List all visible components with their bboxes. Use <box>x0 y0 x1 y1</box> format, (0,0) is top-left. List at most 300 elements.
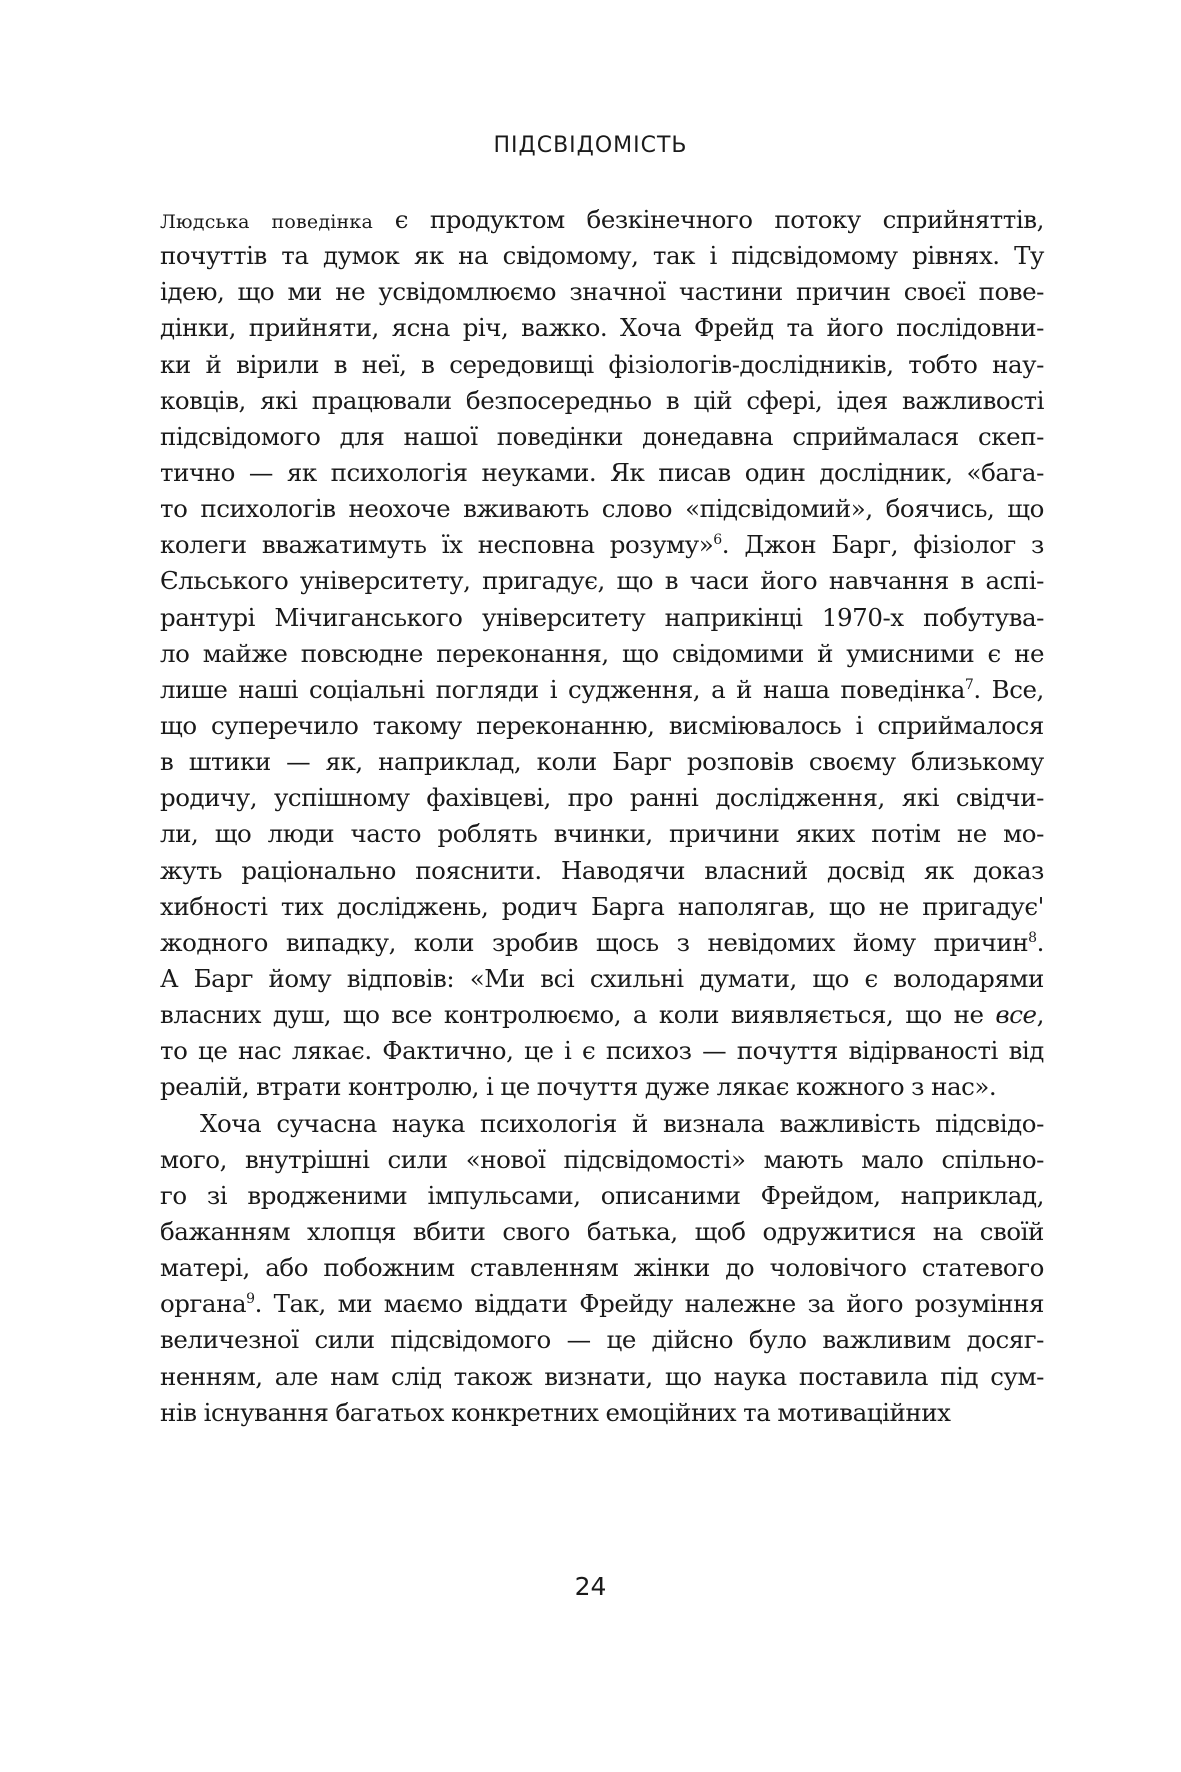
word-text: є <box>582 1036 596 1066</box>
word-text: було <box>748 1325 807 1355</box>
text-line <box>160 310 1044 346</box>
word <box>392 1106 465 1142</box>
word <box>497 419 623 455</box>
word <box>478 527 595 563</box>
word <box>373 708 462 744</box>
word <box>762 1214 915 1250</box>
word <box>544 1359 653 1395</box>
word-text: коли <box>413 927 475 957</box>
word <box>856 708 863 744</box>
word <box>331 455 468 491</box>
word <box>883 202 1044 238</box>
word-text: але <box>274 1361 319 1391</box>
word-text: то <box>160 1036 188 1066</box>
word <box>915 1286 1044 1322</box>
running-head: ПІДСВІДОМІСТЬ <box>493 133 688 158</box>
text-line <box>160 889 1044 925</box>
word <box>645 1069 710 1105</box>
word-text: Барг <box>193 963 253 993</box>
word-text: ідею, <box>160 277 225 307</box>
word-text: одружитися <box>762 1216 916 1246</box>
word <box>312 383 452 419</box>
word-text: переконання, <box>436 638 609 668</box>
word <box>273 997 331 1033</box>
emphasis: все <box>995 1000 1037 1030</box>
word-text: нів <box>160 1397 197 1427</box>
word <box>540 961 574 997</box>
word <box>606 1033 692 1069</box>
word-text: не <box>956 819 987 849</box>
word <box>241 853 396 889</box>
word-text: тих <box>280 891 324 921</box>
word-text: підсвідомого <box>160 421 321 451</box>
word-text: досліджень, <box>336 891 489 921</box>
text-line <box>160 780 1044 816</box>
word-text: важливість <box>779 1108 921 1138</box>
text-line <box>160 419 1044 455</box>
word <box>709 238 716 274</box>
word <box>978 419 1044 455</box>
word-text: потоку <box>774 205 861 234</box>
word-text: в <box>333 349 348 379</box>
word-text: один <box>744 457 806 487</box>
word-text: виявляється, <box>730 1000 894 1030</box>
word <box>470 961 525 997</box>
word <box>384 1286 463 1322</box>
word <box>415 853 542 889</box>
word <box>503 238 639 274</box>
word-text: досяг- <box>966 1325 1044 1355</box>
word-text: що <box>664 1361 702 1391</box>
word <box>390 1322 550 1358</box>
word <box>922 1250 1044 1286</box>
word-text: схильні <box>589 963 684 993</box>
word-text: доказ <box>973 855 1044 885</box>
word <box>990 1359 1044 1395</box>
word <box>238 274 275 310</box>
word-text: й <box>632 1108 648 1138</box>
word <box>687 744 794 780</box>
word <box>160 1142 227 1178</box>
word-text: поведінки <box>496 421 623 451</box>
word-text: , <box>1036 1000 1044 1030</box>
word-text: на <box>932 1216 963 1246</box>
text-line <box>160 1033 1044 1069</box>
word-text: Так, <box>273 1289 326 1319</box>
word-text: послідовни- <box>896 313 1044 343</box>
word <box>454 1359 533 1395</box>
word <box>749 1322 807 1358</box>
word <box>913 527 1016 563</box>
word <box>160 997 261 1033</box>
word <box>714 1359 787 1395</box>
word-text: розуміння <box>914 1289 1044 1319</box>
word <box>430 202 565 238</box>
word-text: . <box>721 530 730 560</box>
word-text: що <box>342 1000 380 1030</box>
word <box>985 563 1044 599</box>
word-text: значної <box>569 277 666 307</box>
word-text: й <box>736 674 753 704</box>
text-line <box>160 563 1044 599</box>
word-text: коли <box>658 1000 720 1030</box>
text-line <box>160 1250 1044 1286</box>
word <box>436 636 609 672</box>
word-text: це <box>606 1325 636 1355</box>
word <box>337 889 489 925</box>
word-text: сприйняттів, <box>882 205 1044 234</box>
word-text: за <box>807 1289 835 1319</box>
text-line <box>160 1286 1044 1322</box>
word-text: Джон <box>744 530 817 560</box>
word <box>967 455 1044 491</box>
word <box>274 780 410 816</box>
word-text: частини <box>678 277 783 307</box>
word <box>326 744 363 780</box>
word <box>799 1359 928 1395</box>
word-text: неохоче <box>348 494 451 524</box>
text-line <box>160 853 1044 889</box>
word-text: Хоча <box>200 1108 262 1138</box>
word <box>992 672 1044 708</box>
word-text: наші <box>238 674 299 704</box>
word-text: Єльського <box>160 566 289 596</box>
word-text: відповів: <box>346 963 455 993</box>
text-line <box>160 744 1044 780</box>
word <box>940 1359 978 1395</box>
word-text: «бага- <box>966 457 1044 487</box>
word <box>678 889 816 925</box>
word-text: умисними <box>846 638 975 668</box>
word-text: вродженими <box>247 1180 408 1210</box>
word <box>694 383 733 419</box>
text-line <box>160 1106 1044 1142</box>
word-text: університету, <box>299 566 471 596</box>
word <box>1014 636 1044 672</box>
text-line <box>160 1359 1044 1395</box>
word <box>160 383 246 419</box>
text-line <box>160 672 1044 708</box>
text-line <box>160 491 1044 527</box>
word <box>569 274 665 310</box>
word <box>160 1250 250 1286</box>
word <box>207 1178 227 1214</box>
word <box>567 1322 591 1358</box>
word-text: є <box>864 963 878 993</box>
word-text: сприймалося <box>877 710 1044 740</box>
word-text: втрати <box>256 1072 341 1102</box>
word <box>486 1069 493 1105</box>
word-text: в <box>664 566 679 596</box>
word-text: своєму <box>808 747 896 777</box>
word <box>922 889 1044 925</box>
word-text: неї, <box>361 349 407 379</box>
footnote-marker: 8 <box>1028 929 1037 946</box>
word <box>275 1359 318 1395</box>
word-text: часто <box>350 819 422 849</box>
word-text: безкінечного <box>586 205 753 234</box>
word <box>679 274 783 310</box>
word <box>330 1359 379 1395</box>
word <box>276 1106 376 1142</box>
word-text: почуття <box>736 1036 838 1066</box>
word <box>466 1142 546 1178</box>
word <box>579 1286 673 1322</box>
word <box>249 310 379 346</box>
word-text: го <box>160 1180 187 1210</box>
word-text: відірваності <box>848 1036 998 1066</box>
word-text: є <box>394 205 409 234</box>
word <box>421 347 434 383</box>
word-text: ми <box>287 277 322 307</box>
word-text: почуттів <box>160 241 267 271</box>
word <box>563 1142 745 1178</box>
word <box>160 310 236 346</box>
word <box>677 925 690 961</box>
word-text: психологів <box>200 494 336 524</box>
word-text: ранні <box>629 783 699 813</box>
word <box>992 347 1044 383</box>
word-text: судження, <box>568 674 701 704</box>
word <box>923 600 1044 636</box>
word-text: і <box>549 674 558 704</box>
word-text: наука <box>391 1108 465 1138</box>
word-text: переконанню, <box>476 710 655 740</box>
word <box>1007 491 1044 527</box>
word <box>812 961 849 997</box>
word <box>466 383 652 419</box>
word <box>391 997 432 1033</box>
word-text: до <box>725 1253 755 1283</box>
word-text: власний <box>704 855 808 885</box>
word-text: штики <box>188 747 271 777</box>
word-text: і <box>564 1036 572 1066</box>
word-text: мало <box>861 1144 924 1174</box>
word-text: які <box>901 783 939 813</box>
word <box>711 672 725 708</box>
word <box>780 1106 921 1142</box>
word-text: слід <box>391 1361 442 1391</box>
small-caps-lead: поведінка <box>271 211 373 233</box>
word-text: жінки <box>633 1253 710 1283</box>
text-line <box>160 1178 1044 1214</box>
word <box>980 1214 1044 1250</box>
word-text: належне <box>684 1289 796 1319</box>
word-text: розповів <box>686 747 794 777</box>
word-text: свідчи- <box>955 783 1044 813</box>
text-line <box>160 1142 1044 1178</box>
word-text: описаними <box>600 1180 741 1210</box>
word <box>554 816 653 852</box>
word-text: що <box>622 638 659 668</box>
word-text: яких <box>795 819 855 849</box>
word-text: душ, <box>272 1000 332 1030</box>
word <box>451 1395 598 1431</box>
word <box>596 925 659 961</box>
word <box>708 925 835 961</box>
word <box>160 347 191 383</box>
word <box>260 383 297 419</box>
word <box>470 1250 618 1286</box>
word <box>436 672 539 708</box>
word-text: прийняти, <box>248 313 379 343</box>
word <box>160 1033 187 1069</box>
word <box>314 1322 374 1358</box>
word <box>189 744 271 780</box>
word-text: зі <box>206 1180 228 1210</box>
word <box>160 961 178 997</box>
word-text: всі <box>540 963 575 993</box>
word <box>249 455 273 491</box>
word-text: не <box>953 1000 984 1030</box>
word <box>736 672 752 708</box>
word-text: реалій, <box>160 1072 250 1102</box>
word <box>817 636 833 672</box>
word-text: рантурі <box>160 602 255 632</box>
word <box>666 383 679 419</box>
word-text: імпульсами, <box>427 1180 581 1210</box>
word-text: підсвідомості» <box>563 1144 746 1174</box>
word <box>160 708 197 744</box>
word <box>933 1214 963 1250</box>
word-text: . <box>973 674 981 704</box>
word-text: а <box>632 1000 648 1030</box>
word-text: Наводячи <box>561 855 685 885</box>
word <box>492 925 578 961</box>
word <box>877 708 1044 744</box>
word <box>160 925 268 961</box>
word <box>871 816 940 852</box>
word <box>616 563 653 599</box>
word-text: жодного <box>160 927 268 957</box>
word <box>300 563 471 599</box>
word <box>382 1033 513 1069</box>
word-text: середовищі <box>449 349 594 379</box>
word-text: люди <box>267 819 335 849</box>
word <box>265 1250 308 1286</box>
text-line <box>160 925 1044 961</box>
word-text: існування <box>203 1397 329 1427</box>
word-text: 1970-х <box>821 602 904 632</box>
word-text: в <box>665 385 680 415</box>
word <box>564 1033 571 1069</box>
word-text: побутува- <box>923 602 1044 632</box>
word-text: психоз <box>605 1036 692 1066</box>
word <box>973 853 1044 889</box>
word <box>827 853 905 889</box>
word <box>160 672 227 708</box>
word <box>160 1395 197 1431</box>
word <box>745 455 806 491</box>
word <box>343 997 380 1033</box>
word <box>602 491 672 527</box>
word <box>395 202 408 238</box>
word <box>587 1214 678 1250</box>
word-text: Ту <box>1014 241 1044 271</box>
word <box>761 1178 881 1214</box>
word <box>822 1322 950 1358</box>
word <box>334 347 347 383</box>
word-text: багатьох <box>335 1397 445 1427</box>
word <box>160 419 320 455</box>
word-text: ненням, <box>160 1361 263 1391</box>
word-text: близькому <box>911 747 1044 777</box>
word <box>160 527 247 563</box>
word-text: як <box>923 855 954 885</box>
word-text: органа <box>160 1289 247 1319</box>
word-text: під <box>940 1361 979 1391</box>
word <box>160 636 189 672</box>
word <box>610 455 644 491</box>
word-text: свого <box>502 1216 570 1246</box>
word <box>414 238 444 274</box>
word <box>931 1069 996 1105</box>
word <box>669 708 841 744</box>
word-text: наприклад, <box>900 1180 1044 1210</box>
word <box>746 383 822 419</box>
word <box>665 1359 702 1395</box>
word-text: для <box>339 421 385 451</box>
word-text: спільно- <box>941 1144 1044 1174</box>
word-text: його <box>846 1289 904 1319</box>
word-text: аспі- <box>985 566 1044 596</box>
word <box>537 1069 638 1105</box>
word-text: з <box>676 927 690 957</box>
word-text: це <box>500 1072 530 1102</box>
word <box>194 961 253 997</box>
word-text: нашої <box>403 421 478 451</box>
word <box>238 1033 281 1069</box>
word-text: працювали <box>311 385 452 415</box>
word-text: вживають <box>463 494 589 524</box>
word-text: ли, <box>160 819 199 849</box>
word-text: його <box>826 313 884 343</box>
word-text: наша <box>762 674 830 704</box>
word-text: майже <box>202 638 288 668</box>
word <box>205 347 221 383</box>
word <box>211 708 359 744</box>
word-text: зробив <box>491 927 578 957</box>
word <box>309 672 425 708</box>
word-text: це <box>524 1036 554 1066</box>
word-text: так <box>652 241 696 271</box>
word <box>1014 238 1044 274</box>
word-text: підсвідомого <box>390 1325 551 1355</box>
word <box>480 1106 617 1142</box>
word <box>256 1069 341 1105</box>
word-text: важливості <box>902 385 1044 415</box>
word-text: повсюдне <box>300 638 423 668</box>
word <box>274 1286 326 1322</box>
word <box>792 419 958 455</box>
word <box>694 310 774 346</box>
word-text: свідомому, <box>502 241 639 271</box>
word-text: матері, <box>160 1253 250 1283</box>
word-text: вважатимуть <box>261 530 427 560</box>
word <box>760 563 817 599</box>
word-text: мого, <box>160 1144 227 1174</box>
word-text: А <box>160 963 179 993</box>
word-text: вбити <box>412 1216 486 1246</box>
word-text: «Ми <box>469 963 525 993</box>
word-text: величезної <box>160 1325 299 1355</box>
word <box>160 238 267 274</box>
word-text: сум- <box>990 1361 1044 1391</box>
word <box>160 889 268 925</box>
word-text: дійсно <box>651 1325 734 1355</box>
word-text: такому <box>372 710 462 740</box>
word-text: лише <box>160 674 228 704</box>
